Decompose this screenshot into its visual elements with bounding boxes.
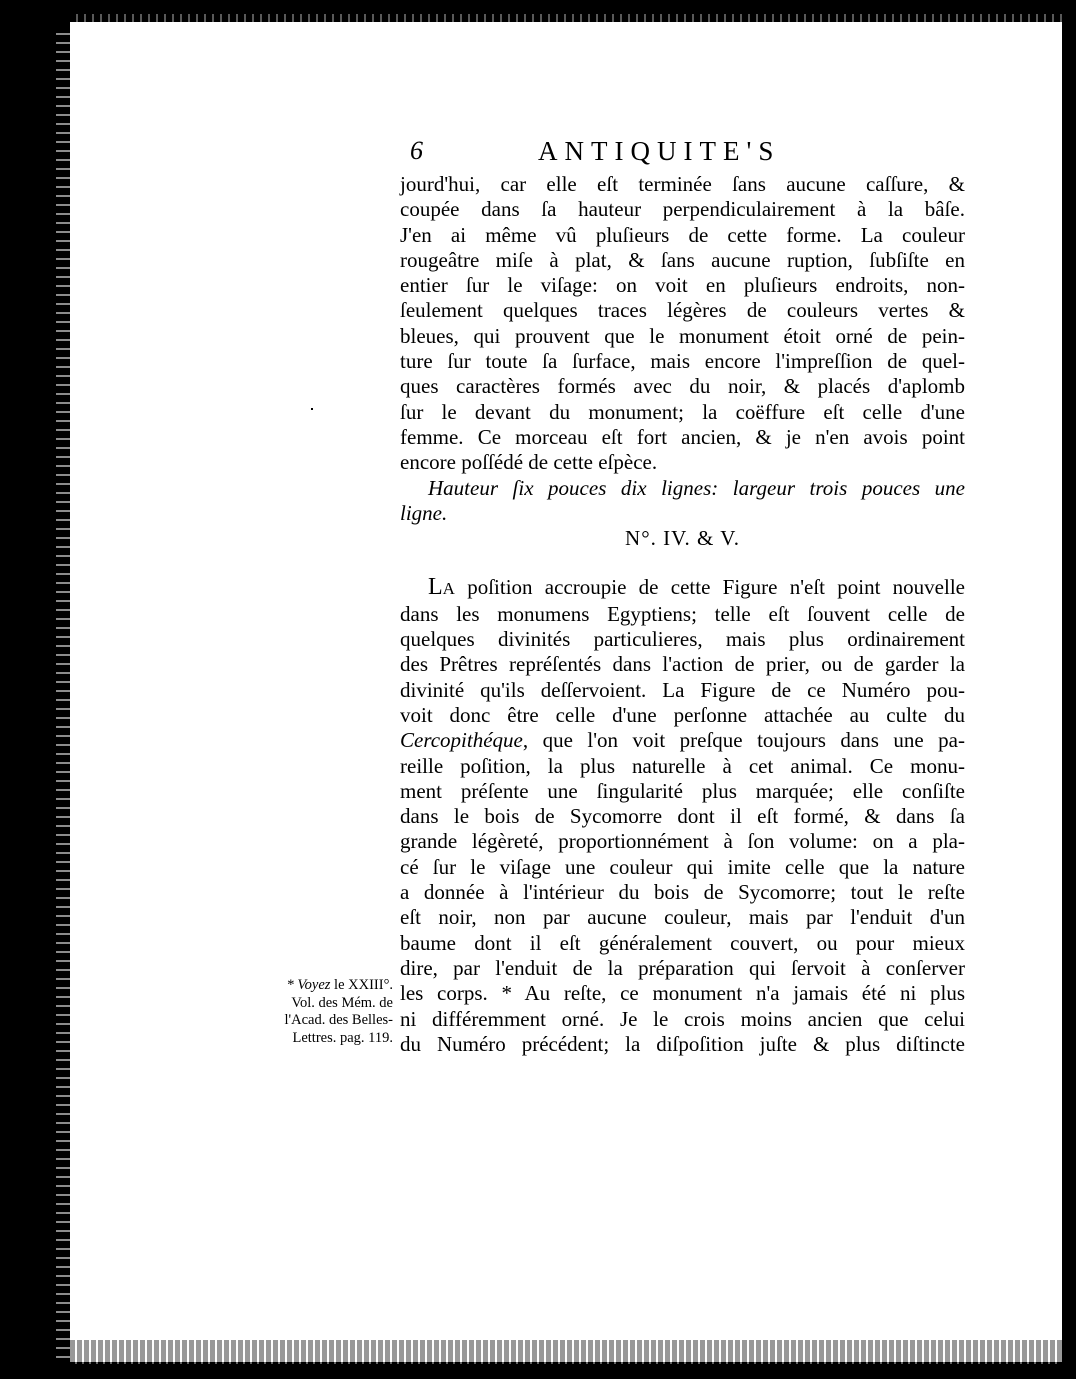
cercopitheque-word: Cercopithéque [400,728,523,753]
paragraph-2-line: quelques divinités particulieres, mais plus ordinairement [400,627,965,652]
paragraph-2-line: reille poſition, la plus naturelle à cet animal. Ce monu- [400,753,965,778]
footnote-line-4: Lettres. pag. 119. [292,1029,393,1046]
paragraph-2-line: voit donc être celle d'une perſonne attachée au culte du [400,702,965,727]
small-capital: A [442,579,455,599]
first-line-text: poſition accroupie de cette Figure n'eſt point nouvelle [454,575,965,600]
paragraph-2-line: ment préſente une ſingularité plus marquée; elle conſiſte [400,778,965,803]
paragraph-1-line: coupée dans ſa hauteur perpendiculairement à la bâſe. [400,197,965,222]
dimensions-line-2: ligne. [400,500,448,525]
page-title: ANTIQUITE'S [538,136,781,166]
paragraph-2-line: cé ſur le viſage une couleur qui imite celle que la nature [400,854,965,879]
drop-capital: L [428,574,443,601]
body-text [400,172,965,1057]
paragraph-2-line: eſt noir, non par aucune couleur, mais par l'enduit d'un [400,905,965,930]
paragraph-2-line: dire, par l'enduit de la préparation qui ſervoit à conſerver [400,955,965,980]
section-heading: N°. IV. & V. [625,526,740,551]
paragraph-1-line: femme. Ce morceau eſt fort ancien, & je n'en avois point [400,424,965,449]
paragraph-1-line: ques caractères formés avec du noir, & placés d'aplomb [400,374,965,399]
paragraph-2-first-line [400,575,965,601]
paragraph-2-line: des Prêtres repréſentés dans l'action de prier, ou de garder la [400,652,965,677]
running-head [410,136,960,170]
paragraph-1-line: rougeâtre miſe à plat, & ſans aucune ruption, ſubſiſte en [400,247,965,272]
paragraph-1-line: entier ſur le viſage: on voit en pluſieurs endroits, non- [400,273,965,298]
footnote-line-2: Vol. des Mém. de [291,994,393,1011]
paragraph-2-cercopitheque-line [400,728,965,753]
paragraph-1-line: J'en ai même vû pluſieurs de cette forme. La couleur [400,222,965,247]
paragraph-2-line: ni différemment orné. Je le crois moins ancien que celui [400,1006,965,1031]
dimensions-line-1: Hauteur ſix pouces dix lignes: largeur trois pouces une [428,475,965,500]
page-number: 6 [410,136,423,165]
footnote-line-3: l'Acad. des Belles- [284,1012,393,1028]
paragraph-1-line: jourd'hui, car elle eſt terminée ſans aucune caſſure, & [400,172,965,196]
spacer [400,551,965,575]
paragraph-2-line: les corps. * Au reſte, ce monument n'a jamais été ni plus [400,981,965,1006]
footnote-voyez: * Voyez [286,977,331,993]
paragraph-2-line: du Numéro précédent; la diſpoſition juſte & plus diſtincte [400,1031,965,1056]
paragraph-2-line: grande légèreté, proportionnément à ſon volume: on a pla- [400,829,965,854]
paragraph-2-line: a donnée à l'intérieur du bois de Sycomorre; tout le reſte [400,880,965,905]
paragraph-2-part-a [400,602,965,728]
scan-bottom-edge [70,1340,1062,1364]
paragraph-1-line: encore poſſédé de cette eſpèce. [400,450,658,475]
ink-speck [311,408,313,410]
footnote-ref: le XXIII°. [330,977,393,993]
footnote-line-1 [245,977,393,995]
cercopitheque-line-rest: , que l'on voit preſque toujours dans une pa- [522,728,965,753]
paragraph-1-line: ſeulement quelques traces légères de couleurs vertes & [400,298,965,323]
paragraph-1-line: bleues, qui prouvent que le monument étoit orné de pein- [400,323,965,348]
paragraph-2-line: dans le bois de Sycomorre dont il eſt formé, & dans ſa [400,804,965,829]
paragraph-2-line: divinité qu'ils deſſervoient. La Figure de ce Numéro pou- [400,677,965,702]
paragraph-2-line: dans les monumens Egyptiens; telle eſt ſouvent celle de [400,601,965,626]
paragraph-2-line: baume dont il eſt généralement couvert, ou pour mieux [400,930,965,955]
paragraph-1-line: ture ſur toute ſa ſurface, mais encore l'impreſſion de quel- [400,349,965,374]
paragraph-1-line: ſur le devant du monument; la coëffure eſt celle d'une [400,399,965,424]
paragraph-1 [400,172,965,476]
paragraph-2-part-b [400,754,965,1058]
margin-footnote [245,977,393,1047]
